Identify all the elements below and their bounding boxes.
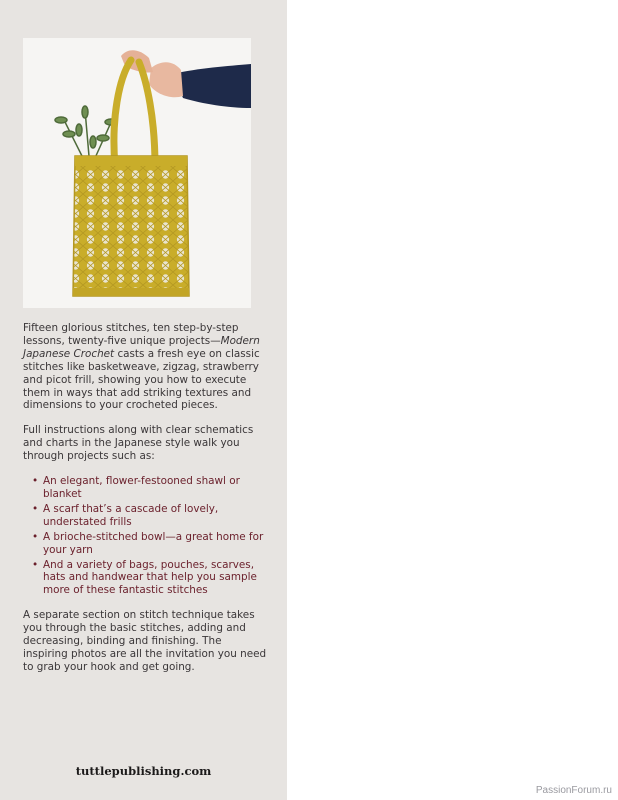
list-item: • And a variety of bags, pouches, scarves, hats and handwear that help you sample more of these fantastic stitches — [32, 558, 257, 597]
crochet-bag-illustration — [23, 38, 251, 308]
list-item: • A brioche-stitched bowl—a great home for your yarn — [32, 530, 264, 556]
list-item: • A scarf that’s a cascade of lovely, understated frills — [32, 502, 219, 528]
bullet-icon: • — [32, 558, 39, 571]
publisher-website[interactable]: tuttlepublishing.com — [75, 764, 212, 778]
intro-paragraph — [23, 322, 269, 412]
technique-paragraph: A separate section on stitch technique takes you through the basic stitches, adding and decreasing, binding and finishing. The inspiring photos are all the invitation you need to grab your hook and get going. — [23, 609, 267, 673]
intro-text-start: Fifteen glorious stitches, ten step-by-step lessons, twenty-five unique projects— — [23, 322, 239, 347]
back-cover-panel — [0, 0, 287, 800]
project-list — [23, 475, 269, 597]
description-text — [23, 322, 269, 686]
intro-text-end: casts a fresh eye on classic stitches like basketweave, zigzag, strawberry and picot frill, showing you how to execute them in ways that add striking textures and dimensions to your crocheted pieces. — [23, 347, 260, 412]
bullet-icon: • — [32, 475, 39, 488]
crochet-bag-photo — [23, 38, 251, 308]
list-item: • An elegant, flower-festooned shawl or blanket — [32, 475, 240, 500]
bullet-icon: • — [32, 502, 39, 515]
watermark: PassionForum.ru — [535, 785, 612, 796]
instructions-paragraph: Full instructions along with clear schematics and charts in the Japanese style walk you through projects such as: — [23, 424, 254, 463]
book-title: Modern Japanese Crochet — [23, 334, 260, 360]
bullet-icon: • — [32, 530, 39, 543]
